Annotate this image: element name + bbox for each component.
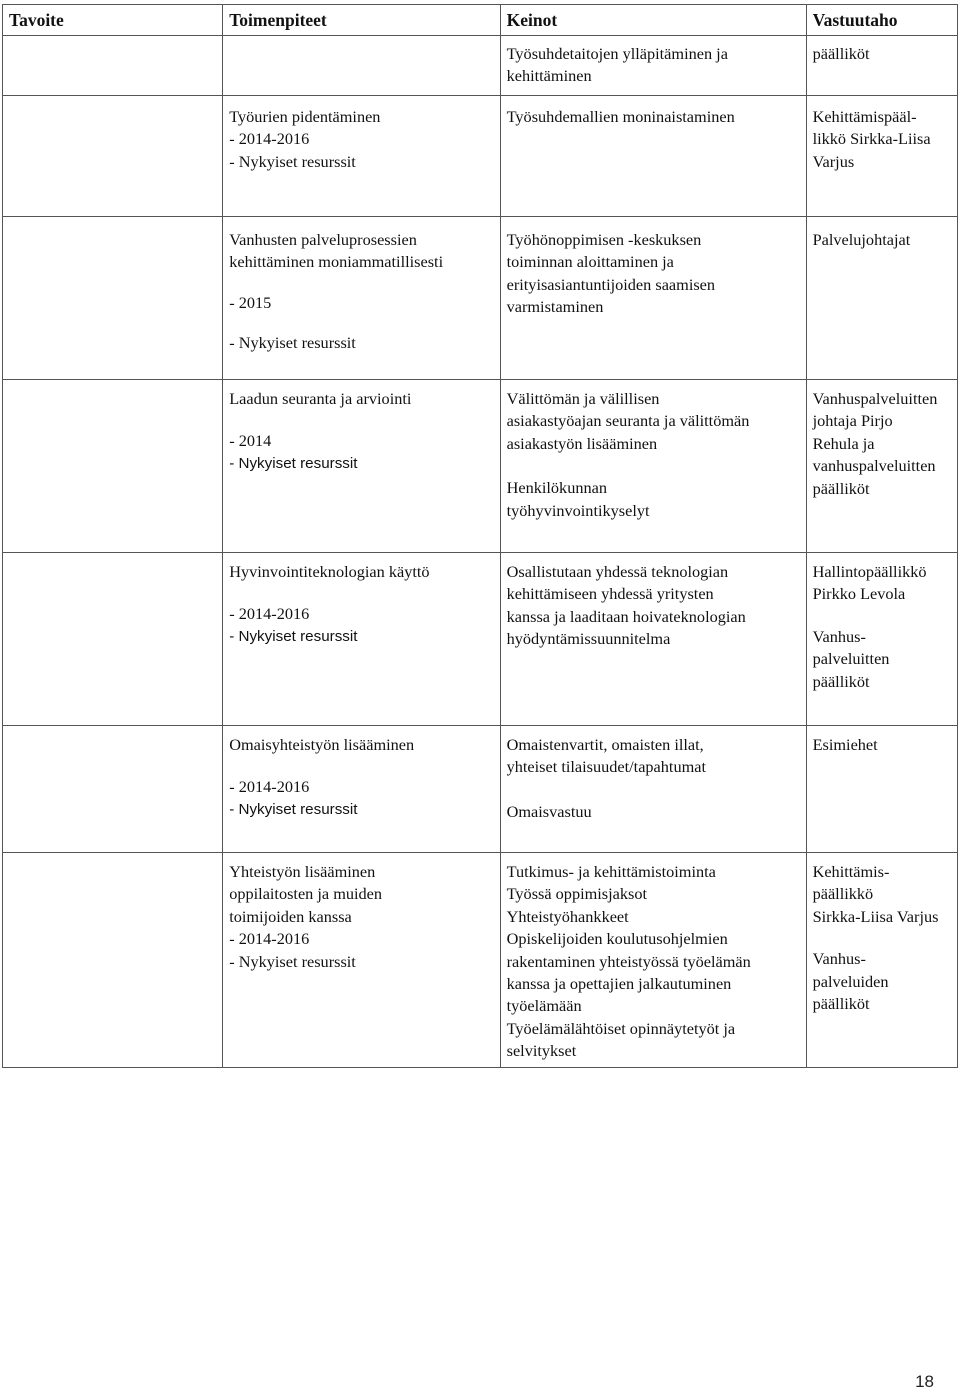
cell-text: rakentaminen yhteistyössä työelämän [506,951,751,971]
cell-text: varmistaminen [506,297,604,317]
cell-toimenpiteet [223,217,500,380]
cell-text: - 2014 [229,431,272,451]
cell-text: oppilaitosten ja muiden [229,884,383,904]
cell-text: - 2015 [229,292,272,312]
cell-tavoite [3,553,223,726]
cell-text: selvitykset [506,1041,577,1061]
cell-text: Työsuhdemallien moninaistaminen [506,107,735,126]
cell-text: Vanhus- [812,949,866,969]
cell-text: päälliköt [812,478,870,498]
table-row [3,380,958,553]
cell-text: Sirkka-Liisa Varjus [812,906,939,926]
cell-text: Kehittämispääl- [812,107,917,126]
cell-text: kanssa ja laaditaan hoivateknologian [506,606,746,626]
cell-text: Omaistenvartit, omaisten illat, [506,735,704,754]
cell-toimenpiteet [223,726,500,853]
cell-keinot [500,380,806,553]
cell-text: palveluitten [812,649,890,669]
cell-text: Työelämälähtöiset opinnäytetyöt ja [506,1018,736,1038]
table-row [3,217,958,380]
cell-keinot [500,853,806,1068]
table-row [3,36,958,96]
cell-text: Laadun seuranta ja arviointi [229,389,412,408]
cell-text: työhyvinvointikyselyt [506,500,650,520]
cell-text: Rehula ja [812,433,875,453]
cell-text: - 2014-2016 [229,777,310,797]
cell-vastuutaho [806,553,957,726]
cell-keinot [500,217,806,380]
cell-text: palveluiden [812,971,889,991]
table-row [3,96,958,217]
cell-vastuutaho [806,853,957,1068]
cell-tavoite [3,853,223,1068]
cell-keinot [500,553,806,726]
cell-text: Esimiehet [812,735,878,754]
cell-text: kehittäminen moniammatillisesti [229,252,444,272]
table-row [3,726,958,853]
cell-text: Pirkko Levola [812,584,906,604]
cell-tavoite [3,96,223,217]
cell-vastuutaho [806,217,957,380]
cell-text: Välittömän ja välillisen [506,389,660,408]
cell-tavoite [3,36,223,96]
cell-text: Yhteistyöhankkeet [506,906,629,926]
cell-text: toimijoiden kanssa [229,906,352,926]
cell-text: toiminnan aloittaminen ja [506,252,674,272]
cell-text: Työssä oppimisjaksot [506,884,648,904]
cell-text: hyödyntämissuunnitelma [506,629,671,649]
cell-text: - Nykyiset resurssit [229,454,358,472]
cell-text: päälliköt [812,671,870,691]
cell-text: kehittäminen [506,66,592,86]
header-vastuutaho: Vastuutaho [806,5,957,36]
cell-text: - Nykyiset resurssit [229,333,356,353]
cell-text: Opiskelijoiden koulutusohjelmien [506,929,728,949]
table-header-row [3,5,958,36]
cell-text: vanhuspalveluitten [812,456,936,476]
cell-toimenpiteet [223,36,500,96]
cell-vastuutaho [806,36,957,96]
cell-text: likkö Sirkka-Liisa [812,129,931,149]
cell-text: - 2014-2016 [229,129,310,149]
cell-text: päällikkö [812,884,874,904]
action-plan-table [2,4,958,1068]
cell-vastuutaho [806,726,957,853]
cell-tavoite [3,726,223,853]
cell-text: Vanhusten palveluprosessien [229,230,417,249]
cell-text: - Nykyiset resurssit [229,627,358,645]
table-row [3,853,958,1068]
cell-text: - 2014-2016 [229,604,310,624]
cell-text: asiakastyöajan seuranta ja välittömän [506,411,750,431]
cell-keinot [500,36,806,96]
cell-text: Vanhus- [812,626,866,646]
cell-text: Omaisyhteistyön lisääminen [229,735,415,754]
cell-text: Työsuhdetaitojen ylläpitäminen ja [506,44,728,63]
cell-text: kanssa ja opettajien jalkautuminen [506,974,732,994]
cell-text: erityisasiantuntijoiden saamisen [506,274,716,294]
cell-text: - 2014-2016 [229,929,310,949]
cell-text: yhteiset tilaisuudet/tapahtumat [506,757,707,777]
cell-text: päälliköt [812,44,870,63]
cell-text: asiakastyön lisääminen [506,433,658,453]
cell-text: Työhönoppimisen -keskuksen [506,230,702,249]
cell-text: Tutkimus- ja kehittämistoiminta [506,862,716,881]
cell-text: Varjus [812,151,855,171]
header-toimenpiteet: Toimenpiteet [223,5,500,36]
cell-text: työelämään [506,996,582,1016]
cell-text: kehittämiseen yhdessä yritysten [506,584,714,604]
cell-text: päälliköt [812,994,870,1014]
table-row [3,553,958,726]
header-keinot: Keinot [500,5,806,36]
cell-text: Hallintopäällikkö [812,562,927,581]
page-number: 18 [915,1372,934,1391]
cell-tavoite [3,217,223,380]
cell-text: Vanhuspalveluitten [812,389,938,408]
cell-text: Hyvinvointiteknologian käyttö [229,562,430,581]
cell-keinot [500,726,806,853]
cell-text: Työurien pidentäminen [229,107,381,126]
cell-text: - Nykyiset resurssit [229,951,356,971]
cell-text: Henkilökunnan [506,478,607,498]
cell-text: Osallistutaan yhdessä teknologian [506,562,729,581]
cell-keinot [500,96,806,217]
cell-text: Yhteistyön lisääminen [229,862,376,881]
cell-tavoite [3,380,223,553]
cell-text: - Nykyiset resurssit [229,151,356,171]
cell-text: Palvelujohtajat [812,230,911,249]
header-tavoite: Tavoite [3,5,223,36]
cell-toimenpiteet [223,553,500,726]
cell-text: Omaisvastuu [506,801,592,821]
cell-vastuutaho [806,380,957,553]
cell-text: johtaja Pirjo [812,411,893,431]
cell-vastuutaho [806,96,957,217]
cell-toimenpiteet [223,853,500,1068]
cell-toimenpiteet [223,380,500,553]
cell-toimenpiteet [223,96,500,217]
cell-text: - Nykyiset resurssit [229,800,358,818]
cell-text: Kehittämis- [812,862,890,881]
